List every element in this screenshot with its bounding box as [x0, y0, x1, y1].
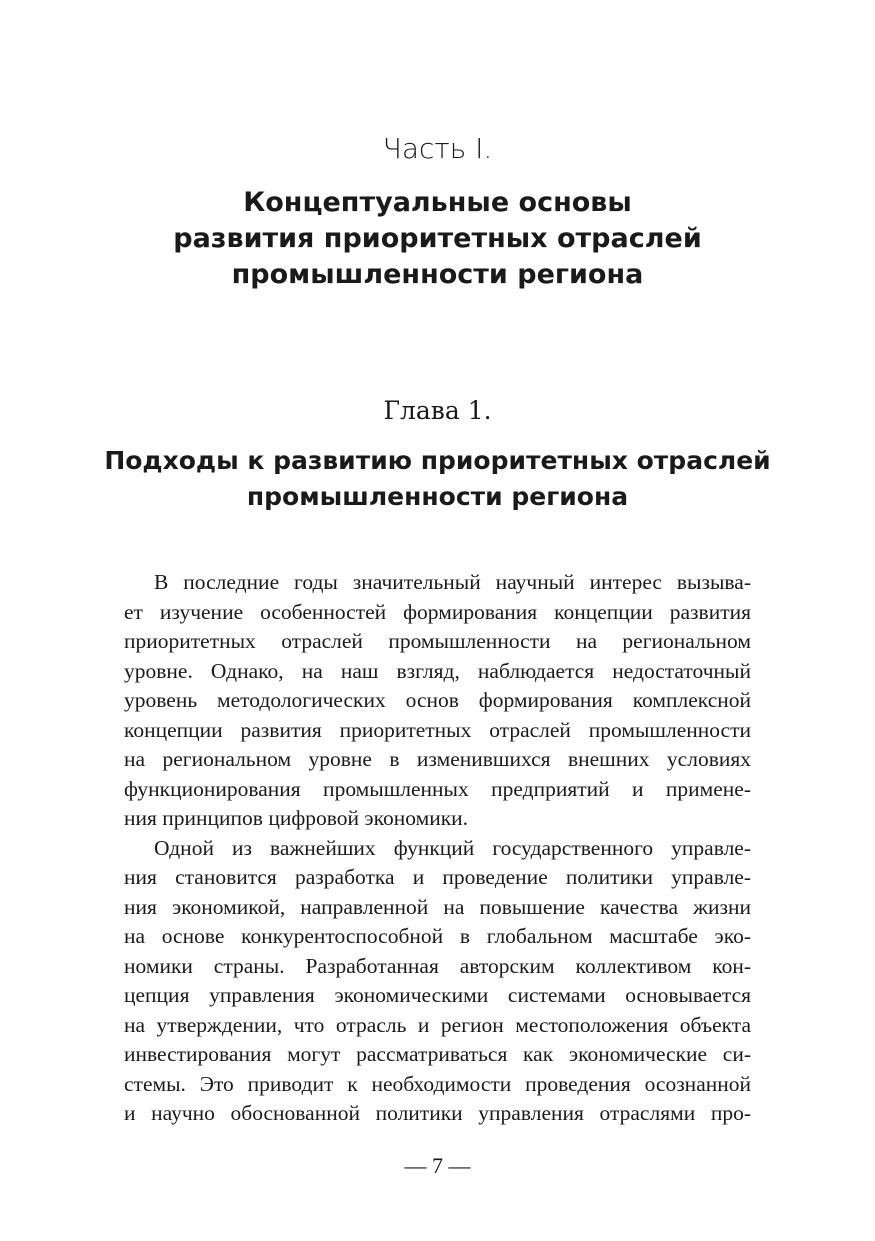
text-line: функционирования промышленных предприятий и примене- — [124, 776, 751, 801]
part-title-line: развития приоритетных отраслей — [173, 223, 702, 254]
text-line: стемы. Это приводит к необходимости проведения осознанной — [124, 1071, 751, 1096]
part-title-line: Концептуальные основы — [243, 187, 632, 218]
text-line: на утверждении, что отрасль и регион местоположения объекта — [124, 1012, 751, 1037]
text-line: уровне. Однако, на наш взгляд, наблюдается недостаточный — [124, 658, 751, 683]
chapter-title-line: промышленности региона — [246, 482, 629, 511]
paragraph — [124, 834, 751, 1129]
text-line: приоритетных отраслей промышленности на региональном — [124, 629, 751, 653]
chapter-label: Глава 1. — [383, 396, 492, 425]
text-line: и научно обоснованной политики управления отраслями про- — [124, 1101, 751, 1125]
part-label: Часть I. — [382, 132, 493, 165]
text-line: уровень методологических основ формирования комплексной — [124, 688, 751, 712]
text-line: В последние годы значительный научный интерес вызыва- — [154, 570, 751, 594]
text-line: ния принципов цифровой экономики. — [124, 806, 469, 830]
page-number: — 7 — — [404, 1153, 471, 1178]
text-line: номики страны. Разработанная авторским коллективом кон- — [124, 953, 751, 978]
text-line: инвестирования могут рассматриваться как экономические си- — [124, 1042, 751, 1066]
chapter-title — [0, 443, 875, 515]
text-line: на основе конкурентоспособной в глобальном масштабе эко- — [124, 924, 751, 948]
text-line: на региональном уровне в изменившихся внешних условиях — [124, 747, 751, 771]
text-line: ния становится разработка и проведение политики управле- — [124, 865, 751, 889]
body-text — [124, 568, 751, 1129]
chapter-title-line: Подходы к развитию приоритетных отраслей — [104, 446, 771, 475]
paragraph — [124, 568, 751, 834]
text-line: ет изучение особенностей формирования концепции развития — [124, 599, 751, 624]
text-line: концепции развития приоритетных отраслей промышленности — [124, 717, 751, 742]
part-title-line: промышленности региона — [231, 259, 644, 290]
part-title — [0, 185, 875, 293]
text-line: цепция управления экономическими системами основывается — [124, 983, 751, 1007]
text-line: ния экономикой, направленной на повышение качества жизни — [124, 894, 751, 919]
text-line: Одной из важнейших функций государственного управле- — [154, 835, 751, 860]
